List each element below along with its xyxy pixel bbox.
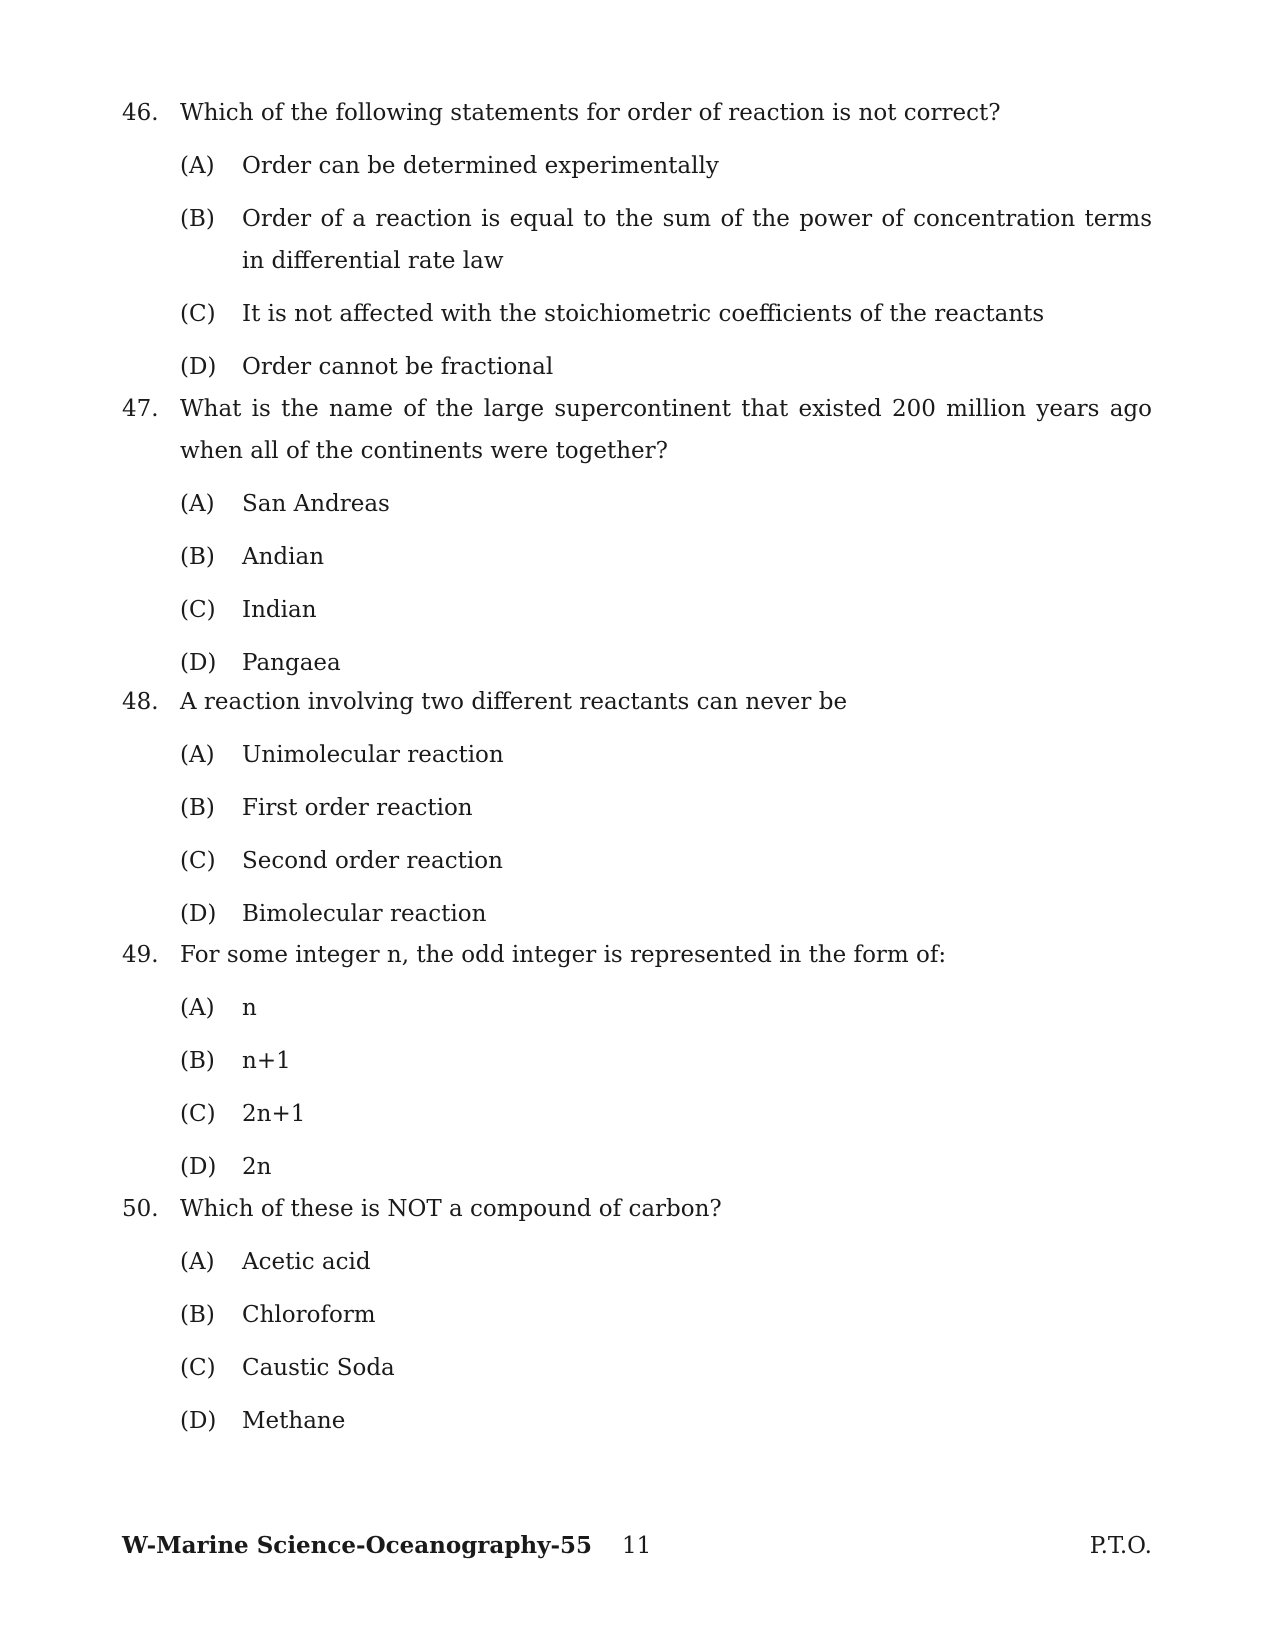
option-text: It is not affected with the stoichiometric coefficients of the reactants	[242, 301, 1045, 327]
question-text: Which of the following statements for order of reaction is not correct?	[180, 100, 1001, 126]
option-b	[180, 787, 1152, 829]
question-number: 49.	[122, 942, 159, 968]
option-text: Acetic acid	[242, 1249, 371, 1275]
option-label: (B)	[180, 1048, 215, 1074]
option-label: (B)	[180, 795, 215, 821]
option-c	[180, 589, 1152, 631]
question-number: 50.	[122, 1196, 159, 1222]
option-text: Order can be determined experimentally	[242, 153, 719, 179]
option-text: Methane	[242, 1408, 346, 1434]
options-list	[180, 734, 1152, 935]
option-text: Andian	[242, 544, 325, 570]
paper-code: W-Marine Science-Oceanography-55	[122, 1532, 593, 1559]
question-47	[122, 388, 1152, 695]
page-footer	[122, 1525, 1152, 1567]
options-list	[180, 987, 1152, 1188]
option-label: (D)	[180, 1154, 217, 1180]
option-label: (D)	[180, 354, 217, 380]
option-text: San Andreas	[242, 491, 390, 517]
option-label: (A)	[180, 995, 215, 1021]
option-label: (B)	[180, 206, 215, 232]
option-text: Caustic Soda	[242, 1355, 395, 1381]
question-text: Which of these is NOT a compound of carbon?	[180, 1196, 722, 1222]
option-d	[180, 346, 1152, 388]
option-label: (C)	[180, 1101, 216, 1127]
option-label: (D)	[180, 650, 217, 676]
option-b	[180, 1040, 1152, 1082]
option-d	[180, 1400, 1152, 1442]
option-c	[180, 293, 1152, 335]
option-label: (B)	[180, 544, 215, 570]
option-text: Unimolecular reaction	[242, 742, 504, 768]
option-label: (C)	[180, 597, 216, 623]
option-text: Order cannot be fractional	[242, 354, 554, 380]
options-list	[180, 1241, 1152, 1442]
option-label: (D)	[180, 1408, 217, 1434]
option-text: Pangaea	[242, 650, 341, 676]
question-number: 47.	[122, 396, 159, 422]
option-label: (A)	[180, 153, 215, 179]
option-label: (C)	[180, 848, 216, 874]
option-label: (C)	[180, 301, 216, 327]
question-text: What is the name of the large supercontinent that existed 200 million years ago when all of the continents were together?	[180, 396, 1152, 464]
option-text: Second order reaction	[242, 848, 503, 874]
option-a	[180, 987, 1152, 1029]
option-c	[180, 1093, 1152, 1135]
option-text: Order of a reaction is equal to the sum of the power of concentration terms in differential rate law	[242, 206, 1152, 274]
question-46	[122, 92, 1152, 399]
question-number: 48.	[122, 689, 159, 715]
option-label: (A)	[180, 491, 215, 517]
option-label: (C)	[180, 1355, 216, 1381]
options-list	[180, 145, 1152, 388]
option-b	[180, 198, 1152, 282]
option-text: Indian	[242, 597, 317, 623]
option-a	[180, 483, 1152, 525]
pto-note: P.T.O.	[1089, 1533, 1152, 1559]
option-label: (A)	[180, 742, 215, 768]
option-a	[180, 1241, 1152, 1283]
question-number: 46.	[122, 100, 159, 126]
option-c	[180, 1347, 1152, 1389]
option-d	[180, 642, 1152, 684]
option-text: Bimolecular reaction	[242, 901, 487, 927]
option-text: Chloroform	[242, 1302, 376, 1328]
option-b	[180, 536, 1152, 578]
option-text: 2n+1	[242, 1101, 306, 1127]
option-text: 2n	[242, 1154, 272, 1180]
option-a	[180, 145, 1152, 187]
option-text: First order reaction	[242, 795, 473, 821]
question-48	[122, 681, 1152, 946]
option-text: n+1	[242, 1048, 291, 1074]
option-d	[180, 1146, 1152, 1188]
page-number: 11	[622, 1533, 652, 1559]
option-label: (A)	[180, 1249, 215, 1275]
option-label: (B)	[180, 1302, 215, 1328]
options-list	[180, 483, 1152, 684]
option-d	[180, 893, 1152, 935]
option-b	[180, 1294, 1152, 1336]
option-c	[180, 840, 1152, 882]
question-text: A reaction involving two different reactants can never be	[180, 689, 848, 715]
question-50	[122, 1188, 1152, 1453]
option-text: n	[242, 995, 257, 1021]
question-text: For some integer n, the odd integer is represented in the form of:	[180, 942, 947, 968]
option-a	[180, 734, 1152, 776]
option-label: (D)	[180, 901, 217, 927]
question-49	[122, 934, 1152, 1199]
